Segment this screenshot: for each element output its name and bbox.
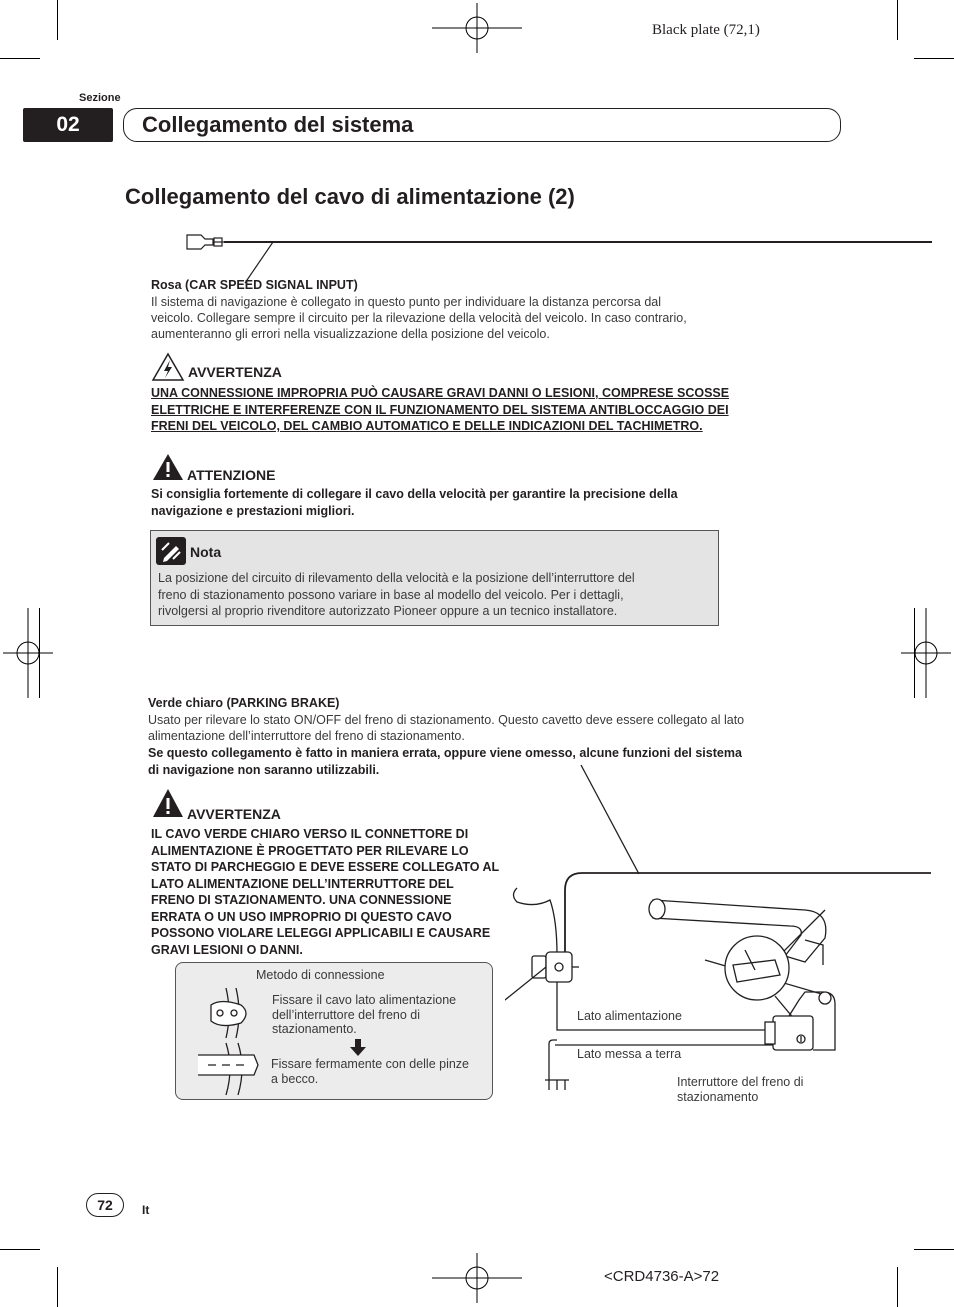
text-line: STATO DI PARCHEGGIO E DEVE ESSERE COLLEGATO AL bbox=[151, 860, 500, 874]
note-title: Nota bbox=[190, 544, 222, 560]
green-wire-description bbox=[148, 712, 838, 744]
text-line: aumenteranno gli errori nella visualizzazione della posizione del veicolo. bbox=[151, 327, 550, 341]
pink-wire-description bbox=[151, 294, 791, 342]
text-line: Fissare fermamente con delle pinze bbox=[271, 1057, 470, 1071]
text-line: Se questo collegamento è fatto in maniera errata, oppure viene omesso, alcune funzioni del sistema bbox=[148, 746, 742, 760]
green-wire-label: Verde chiaro (PARKING BRAKE) bbox=[148, 696, 340, 710]
note-text bbox=[158, 570, 713, 620]
language-code: It bbox=[142, 1203, 150, 1217]
text-line: La posizione del circuito di rilevamento della velocità e la posizione dell’interruttore del bbox=[158, 571, 635, 585]
caution-icon bbox=[151, 452, 185, 482]
text-line: ELETTRICHE E INTERFERENZE CON IL FUNZIONAMENTO DEL SISTEMA ANTIBLOCCAGGIO DEI bbox=[151, 402, 729, 417]
note-pencil-icon bbox=[156, 537, 186, 565]
text-line: Fissare il cavo lato alimentazione bbox=[272, 993, 457, 1007]
page-number: 72 bbox=[86, 1193, 124, 1217]
caution-text bbox=[151, 486, 791, 519]
text-line: Il sistema di navigazione è collegato in questo punto per individuare la distanza percorsa dal bbox=[151, 295, 662, 309]
text-line: POSSONO VIOLARE LELEGGI APPLICABILI E CAUSARE bbox=[151, 926, 491, 940]
text-line: Usato per rilevare lo stato ON/OFF del freno di stazionamento. Questo cavetto deve essere collegato al lato bbox=[148, 713, 745, 727]
text-line: FRENI DEL VEICOLO, DEL CAMBIO AUTOMATICO E DELLE INDICAZIONI DEL TACHIMETRO. bbox=[151, 419, 703, 433]
wire-clip-illustration bbox=[196, 983, 266, 1098]
text-line: dell’interruttore del freno di bbox=[272, 1007, 420, 1022]
section-title: Collegamento del sistema bbox=[123, 108, 841, 142]
text-line: rivolgersi al proprio rivenditore autorizzato Pioneer oppure a un tecnico installatore. bbox=[158, 604, 618, 618]
document-code: <CRD4736-A>72 bbox=[604, 1268, 720, 1285]
section-number: 02 bbox=[23, 108, 113, 142]
note-box bbox=[150, 530, 719, 626]
section-label: Sezione bbox=[79, 92, 121, 104]
ground-side-label: Lato messa a terra bbox=[577, 1047, 682, 1061]
caution-icon bbox=[151, 787, 185, 819]
pink-wire-label: Rosa (CAR SPEED SIGNAL INPUT) bbox=[151, 278, 358, 292]
page-title: Collegamento del cavo di alimentazione (2) bbox=[125, 184, 575, 209]
method-step2 bbox=[271, 1057, 489, 1086]
parking-brake-wiring-diagram bbox=[505, 760, 945, 1100]
plate-label: Black plate (72,1) bbox=[652, 22, 760, 38]
text-line: stazionamento. bbox=[272, 1022, 357, 1036]
method-step1 bbox=[272, 993, 487, 1037]
text-line: ERRATA O UN USO IMPROPRIO DI QUESTO CAVO bbox=[151, 909, 452, 924]
connection-method-box bbox=[175, 962, 493, 1100]
pink-wire-connector bbox=[180, 225, 940, 285]
text-line: Si consiglia fortemente di collegare il cavo della velocità per garantire la precisione della bbox=[151, 487, 678, 501]
method-title: Metodo di connessione bbox=[256, 968, 385, 982]
parking-brake-switch-label bbox=[677, 1075, 837, 1104]
text-line: ALIMENTAZIONE È PROGETTATO PER RILEVARE LO bbox=[151, 843, 469, 858]
warning-title: AVVERTENZA bbox=[188, 364, 282, 380]
text-line: stazionamento bbox=[677, 1089, 759, 1104]
text-line: Interruttore del freno di bbox=[677, 1075, 804, 1089]
warning-text bbox=[151, 826, 531, 958]
text-line: GRAVI LESIONI O DANNI. bbox=[151, 942, 303, 957]
text-line: a becco. bbox=[271, 1071, 319, 1086]
text-line: veicolo. Collegare sempre il circuito per la rilevazione della velocità del veicolo. In caso contrario, bbox=[151, 311, 687, 325]
text-line: IL CAVO VERDE CHIARO VERSO IL CONNETTORE DI bbox=[151, 827, 469, 841]
arrow-down-icon bbox=[350, 1039, 366, 1057]
text-line: LATO ALIMENTAZIONE DELL’INTERRUTTORE DEL bbox=[151, 876, 454, 891]
warning-title: AVVERTENZA bbox=[187, 806, 281, 822]
text-line: alimentazione dell’interruttore del freno di stazionamento. bbox=[148, 729, 465, 743]
warning-text bbox=[151, 385, 791, 435]
text-line: FRENO DI STAZIONAMENTO. UNA CONNESSIONE bbox=[151, 893, 452, 907]
text-line: navigazione e prestazioni migliori. bbox=[151, 503, 355, 518]
text-line: freno di stazionamento possono variare in base al modello del veicolo. Per i dettagli, bbox=[158, 587, 624, 602]
electric-warning-icon bbox=[151, 352, 185, 382]
caution-title: ATTENZIONE bbox=[187, 467, 276, 483]
text-line: UNA CONNESSIONE IMPROPRIA PUÒ CAUSARE GRAVI DANNI O LESIONI, COMPRESE SCOSSE bbox=[151, 386, 730, 400]
text-line: di navigazione non saranno utilizzabili. bbox=[148, 762, 380, 777]
power-side-label: Lato alimentazione bbox=[577, 1009, 682, 1023]
